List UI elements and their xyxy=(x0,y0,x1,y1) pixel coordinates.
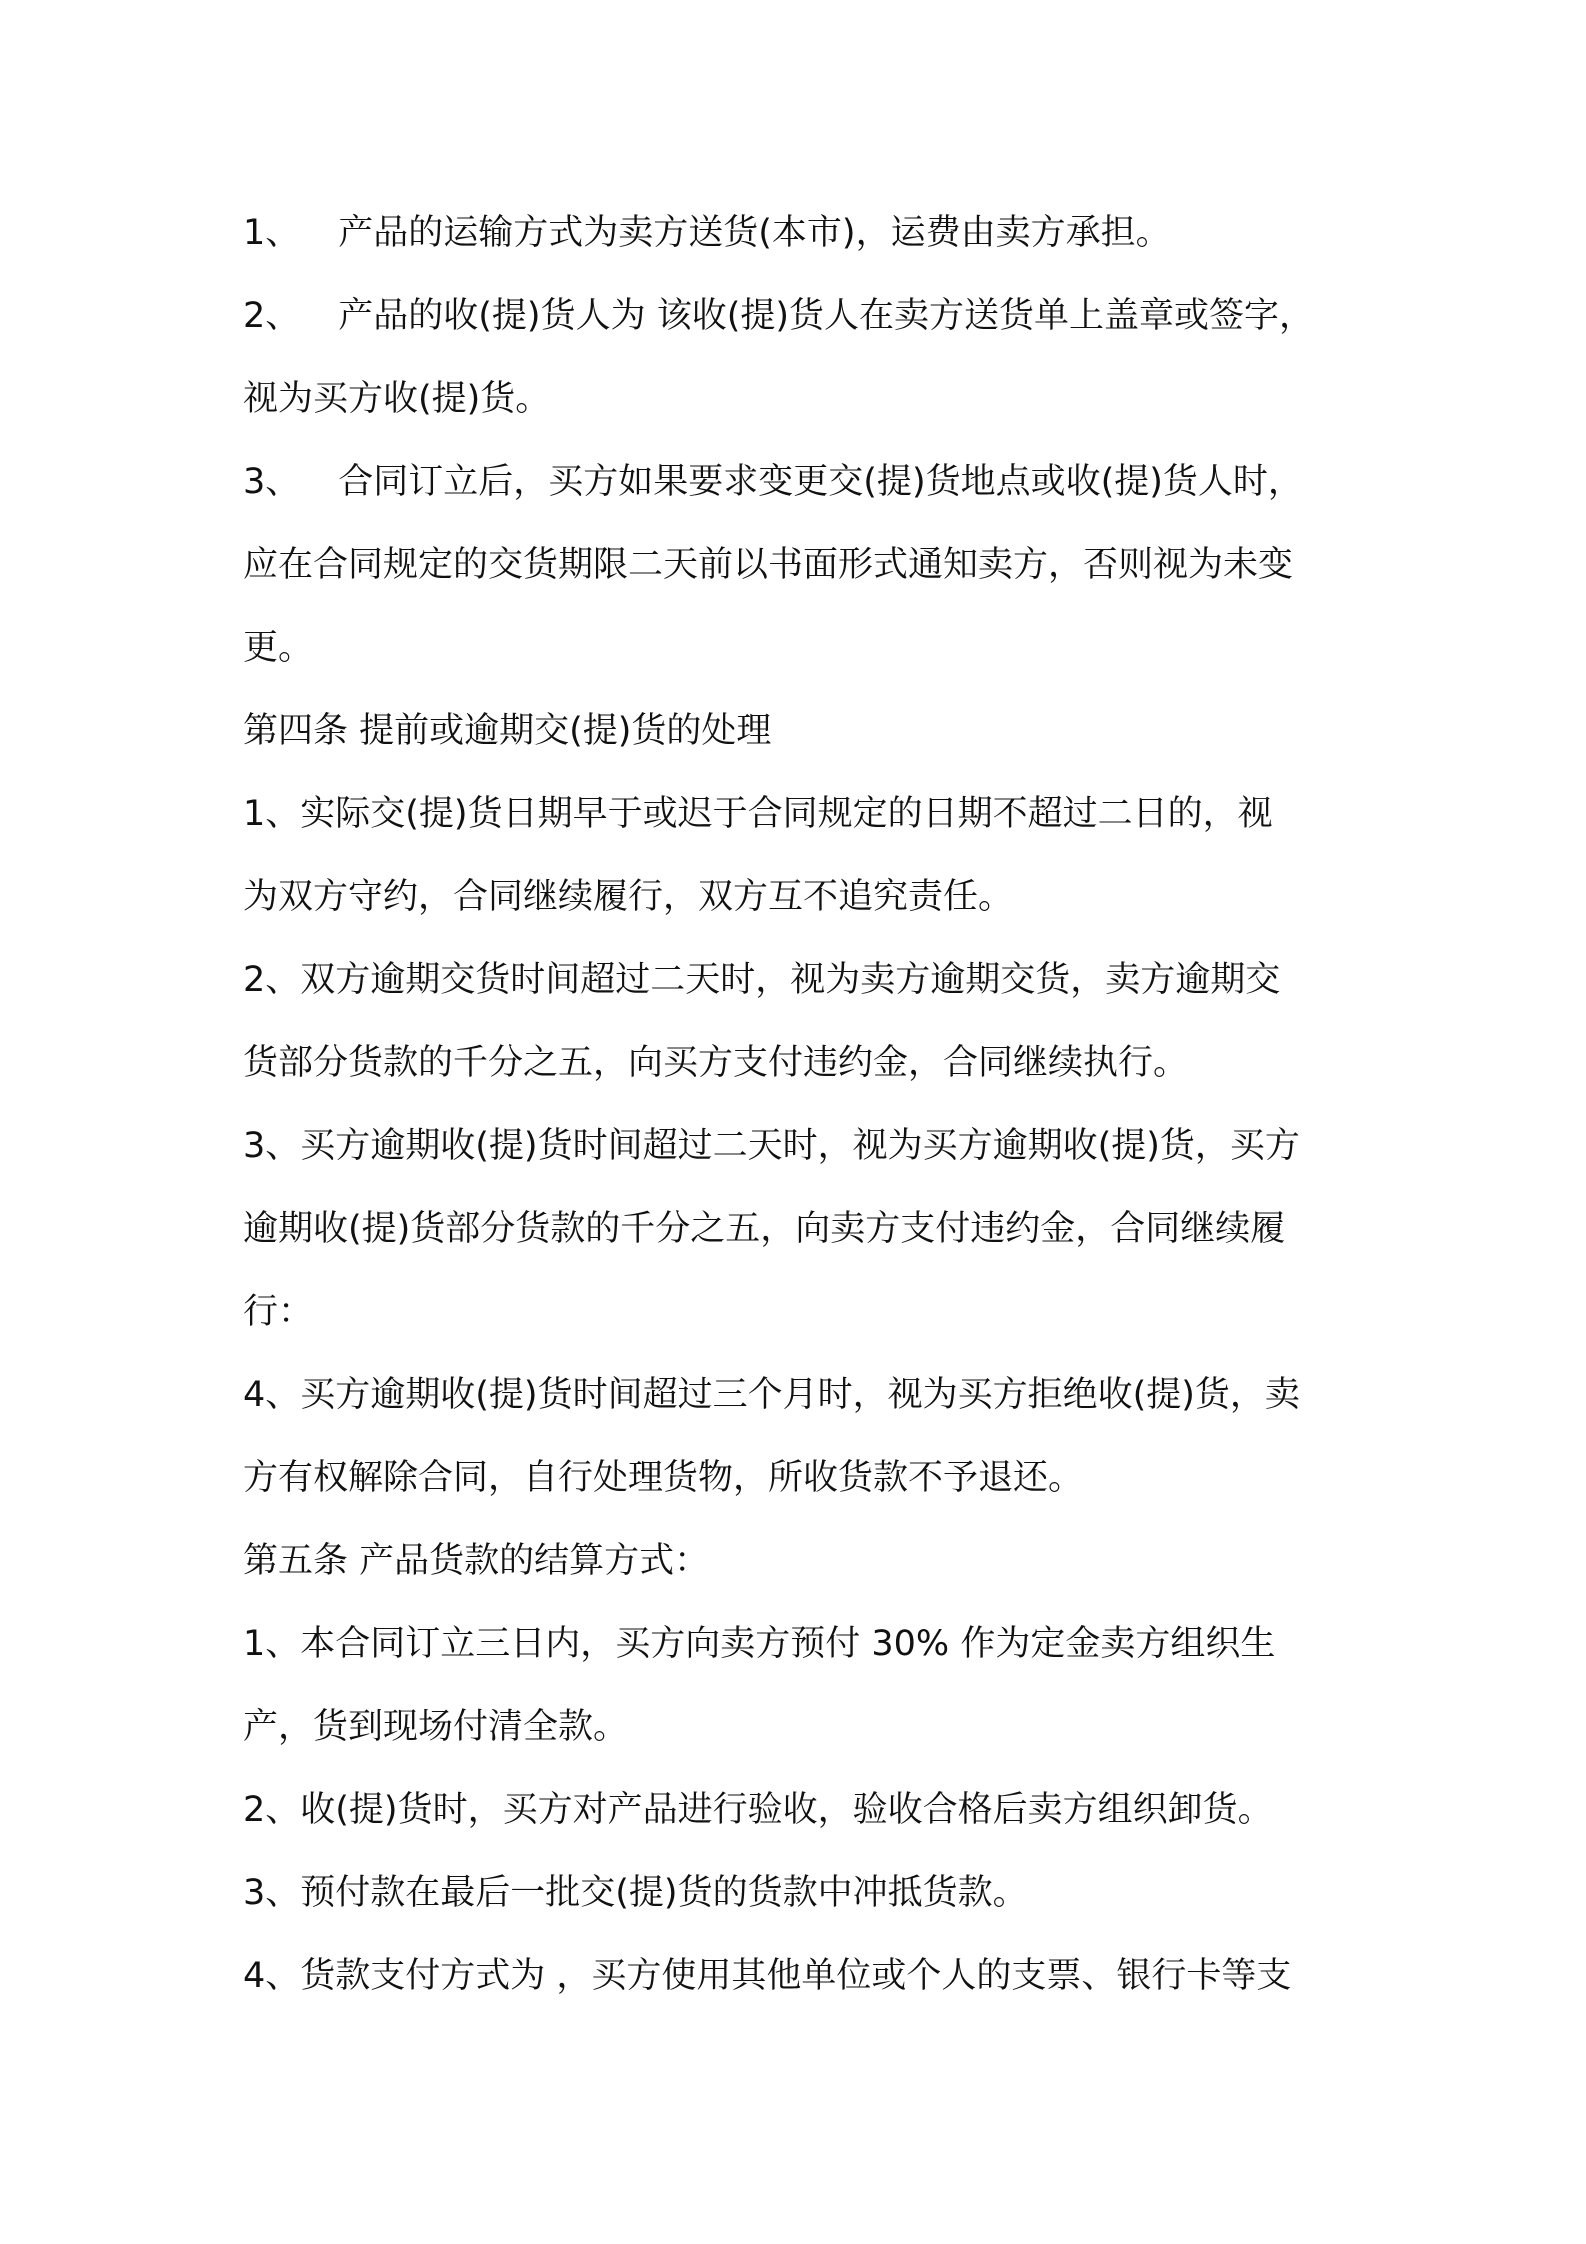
line-text: 产品的收(提)货人为 该收(提)货人在卖方送货单上盖章或签字， xyxy=(338,296,1315,336)
section-heading xyxy=(243,690,1363,773)
text-line xyxy=(243,773,1363,856)
line-text: 应在合同规定的交货期限二天前以书面形式通知卖方，否则视为未变 xyxy=(243,545,1294,585)
text-line xyxy=(243,1686,1363,1769)
line-text: 4、货款支付方式为 ，买方使用其他单位或个人的支票、银行卡等支 xyxy=(243,1956,1292,1996)
text-line xyxy=(243,1354,1363,1437)
line-text: 2、双方逾期交货时间超过二天时，视为卖方逾期交货，卖方逾期交 xyxy=(243,960,1281,1000)
text-line xyxy=(243,1852,1363,1935)
line-text: 货部分货款的千分之五，向买方支付违约金，合同继续执行。 xyxy=(243,1043,1189,1083)
text-line xyxy=(243,1188,1363,1271)
section-heading xyxy=(243,1520,1363,1603)
text-line xyxy=(243,1769,1363,1852)
text-line xyxy=(243,441,1363,524)
line-text: 方有权解除合同，自行处理货物，所收货款不予退还。 xyxy=(243,1458,1084,1498)
line-text: 合同订立后，买方如果要求变更交(提)货地点或收(提)货人时， xyxy=(338,462,1303,502)
line-text: 3、预付款在最后一批交(提)货的货款中冲抵货款。 xyxy=(243,1873,1028,1913)
line-text: 产品的运输方式为卖方送货(本市)，运费由卖方承担。 xyxy=(338,213,1171,253)
text-line xyxy=(243,1437,1363,1520)
line-text: 更。 xyxy=(243,628,314,668)
document-body xyxy=(243,192,1363,2018)
text-line xyxy=(243,1603,1363,1686)
text-line xyxy=(243,1022,1363,1105)
line-text: 2、收(提)货时，买方对产品进行验收，验收合格后卖方组织卸货。 xyxy=(243,1790,1273,1830)
text-line xyxy=(243,1105,1363,1188)
line-text: 3、买方逾期收(提)货时间超过二天时，视为买方逾期收(提)货，买方 xyxy=(243,1126,1300,1166)
text-line xyxy=(243,524,1363,607)
text-line xyxy=(243,1271,1363,1354)
text-line xyxy=(243,358,1363,441)
text-line xyxy=(243,607,1363,690)
text-line xyxy=(243,856,1363,939)
text-line xyxy=(243,275,1363,358)
line-text: 第五条 产品货款的结算方式： xyxy=(243,1541,710,1581)
line-text: 行： xyxy=(243,1292,314,1332)
line-text: 第四条 提前或逾期交(提)货的处理 xyxy=(243,711,772,751)
item-number: 1、 xyxy=(243,213,301,253)
text-line xyxy=(243,192,1363,275)
item-number: 3、 xyxy=(243,462,301,502)
line-text: 1、实际交(提)货日期早于或迟于合同规定的日期不超过二日的，视 xyxy=(243,794,1273,834)
line-text: 为双方守约，合同继续履行，双方互不追究责任。 xyxy=(243,877,1014,917)
line-text: 4、买方逾期收(提)货时间超过三个月时，视为买方拒绝收(提)货，卖 xyxy=(243,1375,1300,1415)
text-line xyxy=(243,1935,1363,2018)
line-text: 1、本合同订立三日内，买方向卖方预付 30% 作为定金卖方组织生 xyxy=(243,1624,1276,1664)
line-text: 视为买方收(提)货。 xyxy=(243,379,551,419)
line-text: 逾期收(提)货部分货款的千分之五，向卖方支付违约金，合同继续履 xyxy=(243,1209,1286,1249)
item-number: 2、 xyxy=(243,296,301,336)
line-text: 产，货到现场付清全款。 xyxy=(243,1707,629,1747)
text-line xyxy=(243,939,1363,1022)
